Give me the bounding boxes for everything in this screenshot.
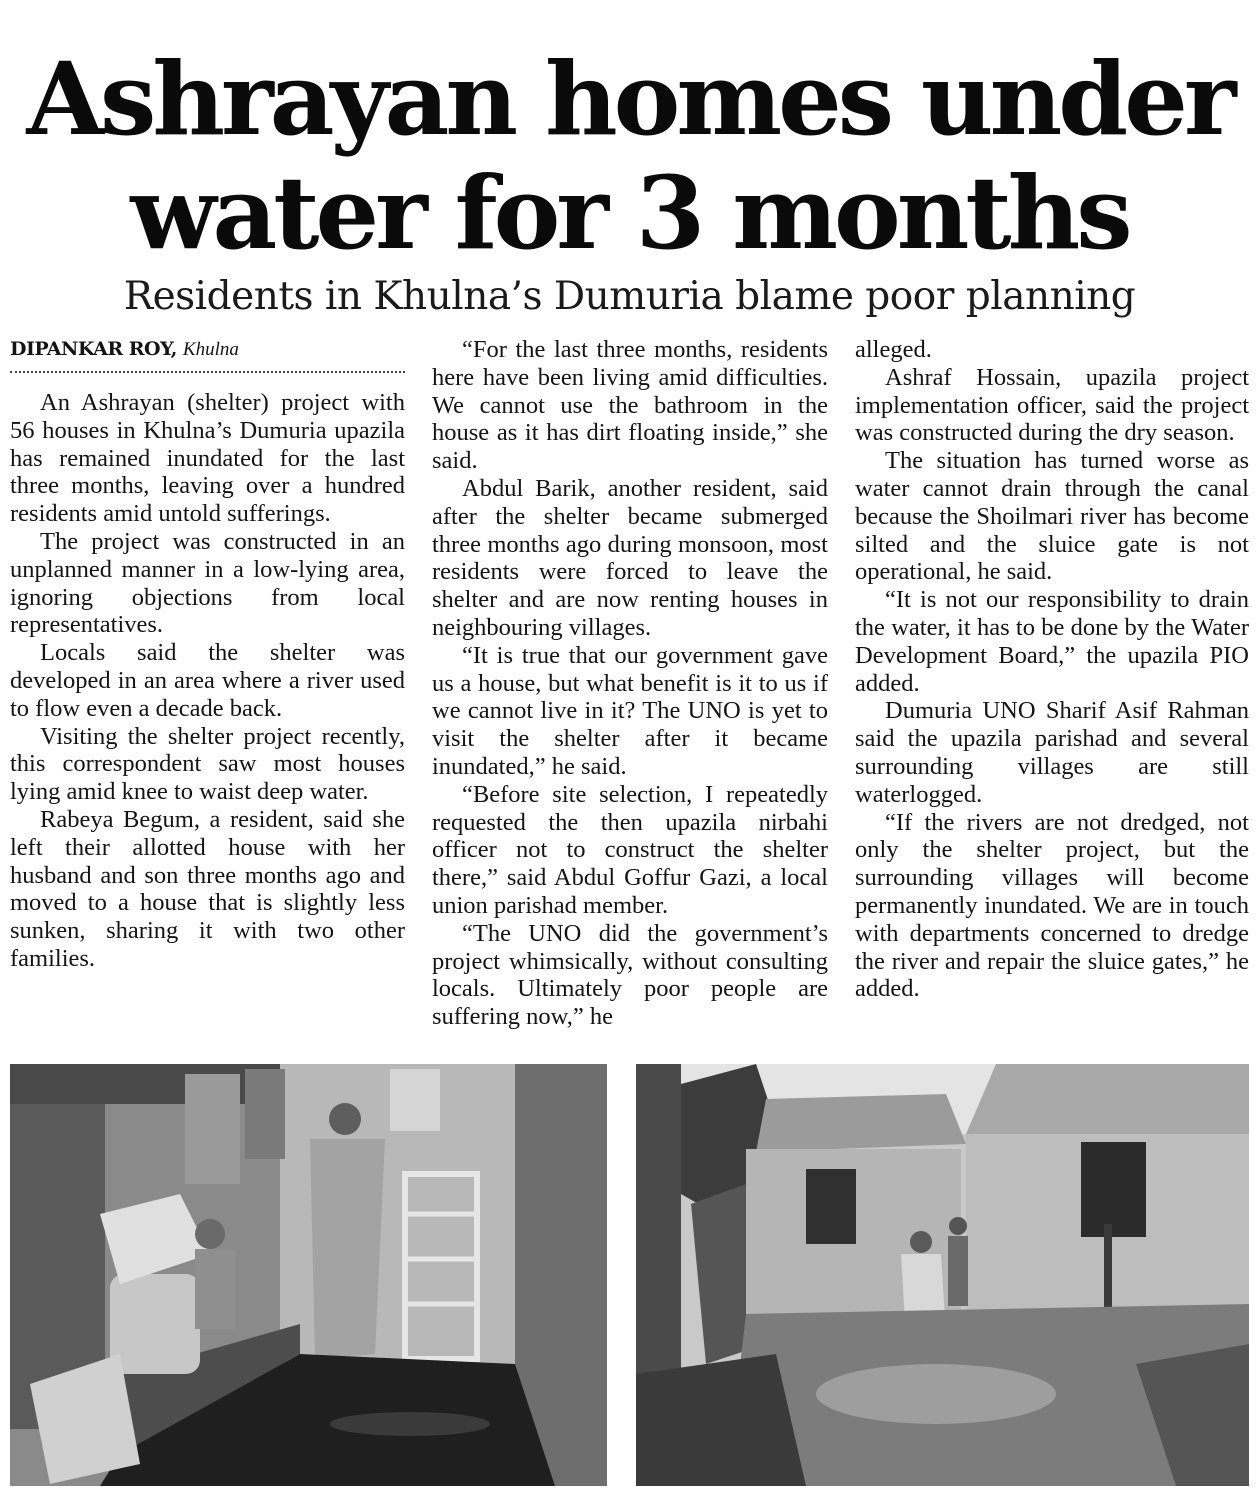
- byline-location: Khulna: [182, 339, 239, 360]
- paragraph: alleged.: [855, 336, 932, 363]
- paragraph: Dumuria UNO Sharif Asif Rahman said the upazila parishad and several surrounding villages are still waterlogged.: [855, 697, 1249, 808]
- paragraph: Visiting the shelter project recently, this correspondent saw most houses lying amid knee to waist deep water.: [10, 722, 405, 806]
- byline-author: DIPANKAR ROY,: [10, 338, 177, 360]
- byline: [10, 338, 405, 361]
- paragraph: “Before site selection, I repeatedly requested the then upazila nirbahi officer not to construct the shelter there,” said Abdul Goffur Gazi, a local union parishad member.: [432, 780, 828, 919]
- paragraph: Ashraf Hossain, upazila project implementation officer, said the project was constructed during the dry season.: [855, 363, 1249, 447]
- paragraph: The project was constructed in an unplanned manner in a low-lying area, ignoring objections from local representatives.: [10, 527, 405, 639]
- paragraph: “It is true that our government gave us a house, but what benefit is it to us if we cannot live in it? The UNO is yet to visit the shelter after it became inundated,” he said.: [432, 641, 828, 780]
- flooded-yard-photo: [636, 1064, 1249, 1486]
- paragraph: The situation has turned worse as water cannot drain through the canal because the Shoilmari river has become silted and the sluice gate is not operational, he said.: [855, 447, 1249, 586]
- paragraph: “It is not our responsibility to drain the water, it has to be done by the Water Development Board,” the upazila PIO added.: [855, 586, 1249, 697]
- flooded-room-photo: [10, 1064, 607, 1486]
- headline: Ashrayan homes under water for 3 months: [26, 40, 1233, 272]
- paragraph: An Ashrayan (shelter) project with 56 houses in Khulna’s Dumuria upazila has remained inundated for the last three months, leaving over a hundred residents amid untold sufferings.: [10, 389, 405, 528]
- byline-divider: [10, 371, 405, 373]
- paragraph: Abdul Barik, another resident, said after the shelter became submerged three months ago during monsoon, most residents were forced to leave the shelter and are now renting houses in neighbouring villages.: [432, 474, 828, 641]
- article-column-1: [10, 389, 405, 973]
- paragraph: “The UNO did the government’s project whimsically, without consulting locals. Ultimately poor people are suffering now,” he: [432, 919, 828, 1031]
- subheadline: Residents in Khulna’s Dumuria blame poor planning: [123, 274, 1136, 319]
- paragraph: “For the last three months, residents here have been living amid difficulties. We cannot use the bathroom in the house as it has dirt floating inside,” she said.: [432, 336, 828, 475]
- article-column-2: [432, 336, 828, 1031]
- paragraph: “If the rivers are not dredged, not only the shelter project, but the surrounding villages will become permanently inundated. We are in touch with departments concerned to dredge the river and repair the sluice gates,” he added.: [855, 808, 1249, 1003]
- paragraph: Rabeya Begum, a resident, said she left their allotted house with her husband and son three months ago and moved to a house that is slightly less sunken, sharing it with two other families.: [10, 805, 405, 972]
- article-column-3: [855, 336, 1249, 1003]
- paragraph: Locals said the shelter was developed in an area where a river used to flow even a decade back.: [10, 639, 405, 722]
